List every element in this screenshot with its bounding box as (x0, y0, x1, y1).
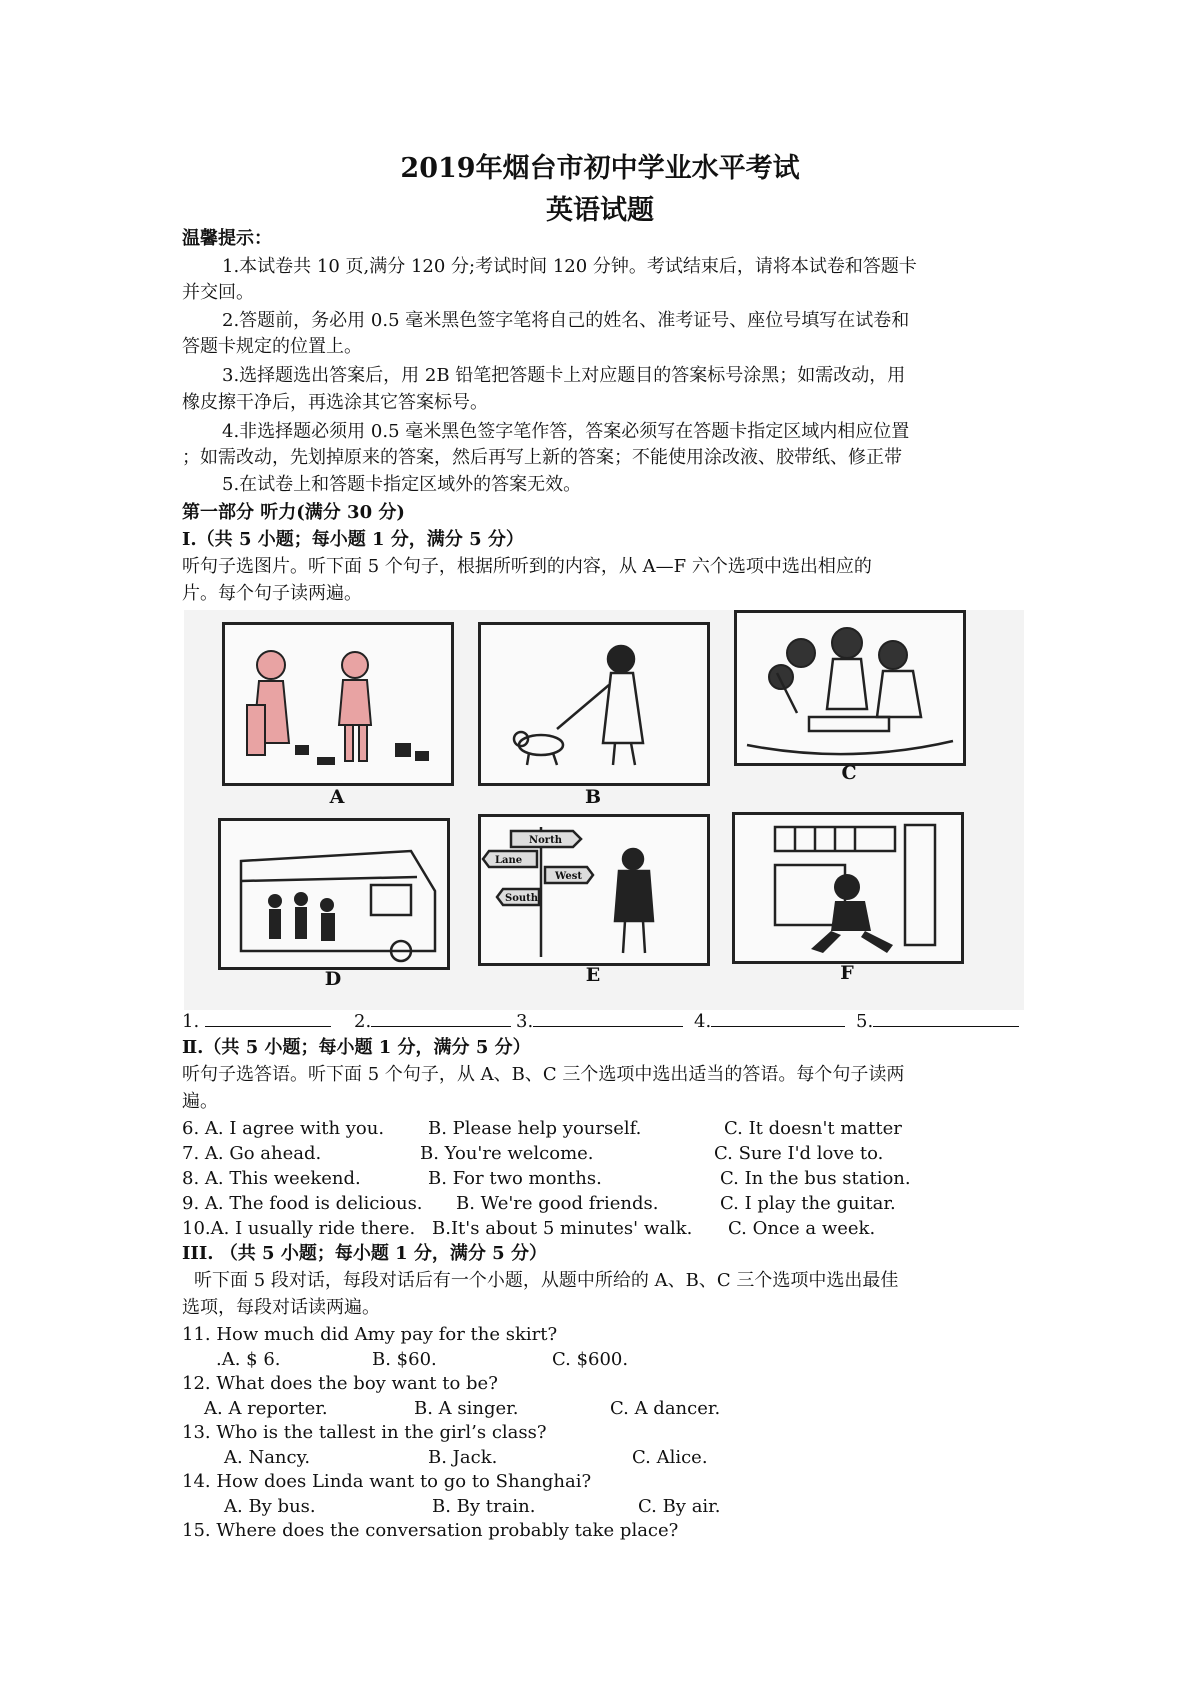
picture-label: E (585, 964, 601, 986)
section1-instructions: 听句子选图片。听下面 5 个句子，根据所听到的内容，从 A—F 六个选项中选出相应的 (182, 556, 872, 577)
q8-option-c[interactable]: C. In the bus station. (720, 1168, 911, 1189)
exam-title: 2019年烟台市初中学业水平考试 (400, 153, 800, 184)
q7-option-c[interactable]: C. Sure I'd love to. (714, 1143, 884, 1164)
picture-label: F (840, 962, 854, 984)
sign-lane: Lane (495, 855, 523, 866)
picture-grid (184, 610, 1024, 1010)
dog-walking-illustration (481, 625, 707, 783)
blank-number: 4. (694, 1011, 712, 1032)
q14-option-b[interactable]: B. By train. (432, 1496, 536, 1517)
picture-frame (734, 610, 966, 766)
q6-option-b[interactable]: B. Please help yourself. (428, 1118, 642, 1139)
blank-5[interactable] (856, 1010, 1019, 1033)
part1-heading: 第一部分 听力(满分 30 分) (182, 502, 405, 523)
notice-line: 橡皮擦干净后，再选涂其它答案标号。 (182, 392, 488, 413)
section3-instructions-cont: 选项，每段对话读两遍。 (182, 1297, 380, 1318)
section3-heading: III. （共 5 小题；每小题 1 分，满分 5 分） (182, 1243, 547, 1264)
group-meeting-illustration (737, 613, 963, 763)
blank-line (205, 1010, 331, 1027)
shoe-shop-illustration (225, 625, 451, 783)
notice-line: 1.本试卷共 10 页,满分 120 分;考试时间 120 分钟。考试结束后，请将本试卷和答题卡 (222, 256, 917, 277)
q9-option-c[interactable]: C. I play the guitar. (720, 1193, 896, 1214)
sign-west: West (555, 871, 583, 882)
sign-north: North (529, 835, 562, 846)
q11-option-c[interactable]: C. $600. (552, 1349, 629, 1370)
q13-question: 13. Who is the tallest in the girl’s class? (182, 1422, 547, 1443)
q13-option-b[interactable]: B. Jack. (428, 1447, 498, 1468)
blank-4[interactable] (694, 1010, 845, 1033)
section3-instructions: 听下面 5 段对话，每段对话后有一个小题，从题中所给的 A、B、C 三个选项中选出最佳 (194, 1270, 899, 1291)
q6-option-c[interactable]: C. It doesn't matter (724, 1118, 902, 1139)
picture-label: C (841, 762, 857, 784)
q14-option-c[interactable]: C. By air. (638, 1496, 721, 1517)
blank-line (873, 1010, 1019, 1027)
section2-instructions: 听句子选答语。听下面 5 个句子，从 A、B、C 三个选项中选出适当的答语。每个句子读两 (182, 1064, 905, 1085)
q11-option-a[interactable]: .A. $ 6. (216, 1349, 281, 1370)
q8-option-a[interactable]: 8. A. This weekend. (182, 1168, 361, 1189)
picture-frame (732, 812, 964, 964)
blank-1[interactable] (182, 1010, 331, 1033)
notice-line: 答题卡规定的位置上。 (182, 336, 362, 357)
q14-question: 14. How does Linda want to go to Shanghai? (182, 1471, 592, 1492)
blank-number: 2. (354, 1011, 372, 1032)
q10-option-a[interactable]: 10.A. I usually ride there. (182, 1218, 416, 1239)
bus-boarding-illustration (221, 821, 447, 967)
q14-option-a[interactable]: A. By bus. (224, 1496, 316, 1517)
q12-option-a[interactable]: A. A reporter. (204, 1398, 328, 1419)
section2-instructions-cont: 遍。 (182, 1091, 218, 1112)
picture-label: A (329, 786, 345, 808)
signpost-illustration (481, 817, 707, 963)
q9-option-b[interactable]: B. We're good friends. (456, 1193, 659, 1214)
q7-option-a[interactable]: 7. A. Go ahead. (182, 1143, 322, 1164)
notice-line: 5.在试卷上和答题卡指定区域外的答案无效。 (222, 474, 582, 495)
blank-3[interactable] (516, 1010, 683, 1033)
boy-at-shelf-illustration (735, 815, 961, 961)
picture-label: B (584, 786, 602, 808)
q15-question: 15. Where does the conversation probably take place? (182, 1520, 679, 1541)
exam-subtitle: 英语试题 (546, 195, 654, 226)
blank-line (371, 1010, 511, 1027)
section1-instructions-cont: 片。每个句子读两遍。 (182, 583, 362, 604)
notice-line: ；如需改动，先划掉原来的答案，然后再写上新的答案；不能使用涂改液、胶带纸、修正带 (182, 447, 902, 468)
q10-option-b[interactable]: B.It's about 5 minutes' walk. (432, 1218, 693, 1239)
sign-south: South (505, 893, 539, 904)
q13-option-a[interactable]: A. Nancy. (224, 1447, 311, 1468)
blank-line (711, 1010, 845, 1027)
picture-frame (478, 622, 710, 786)
picture-frame (218, 818, 450, 970)
blank-line (533, 1010, 683, 1027)
q8-option-b[interactable]: B. For two months. (428, 1168, 602, 1189)
blank-number: 5. (856, 1011, 874, 1032)
q13-option-c[interactable]: C. Alice. (632, 1447, 708, 1468)
blank-number: 1. (182, 1011, 200, 1032)
q11-option-b[interactable]: B. $60. (372, 1349, 437, 1370)
q12-question: 12. What does the boy want to be? (182, 1373, 498, 1394)
notice-line: 3.选择题选出答案后，用 2B 铅笔把答题卡上对应题目的答案标号涂黑；如需改动，用 (222, 365, 906, 386)
notice-line: 并交回。 (182, 282, 254, 303)
q6-option-a[interactable]: 6. A. I agree with you. (182, 1118, 385, 1139)
q11-question: 11. How much did Amy pay for the skirt? (182, 1324, 558, 1345)
q12-option-c[interactable]: C. A dancer. (610, 1398, 721, 1419)
picture-frame (478, 814, 710, 966)
picture-label: D (324, 968, 342, 990)
blank-2[interactable] (354, 1010, 511, 1033)
notice-line: 4.非选择题必须用 0.5 毫米黑色签字笔作答，答案必须写在答题卡指定区域内相应位置 (222, 421, 910, 442)
q9-option-a[interactable]: 9. A. The food is delicious. (182, 1193, 423, 1214)
notice-line: 2.答题前，务必用 0.5 毫米黑色签字笔将自己的姓名、准考证号、座位号填写在试卷和 (222, 310, 910, 331)
q12-option-b[interactable]: B. A singer. (414, 1398, 519, 1419)
picture-frame (222, 622, 454, 786)
blank-number: 3. (516, 1011, 534, 1032)
q7-option-b[interactable]: B. You're welcome. (420, 1143, 594, 1164)
section1-heading: Ⅰ.（共 5 小题；每小题 1 分，满分 5 分） (182, 529, 524, 550)
section2-heading: Ⅱ.（共 5 小题；每小题 1 分，满分 5 分） (182, 1037, 531, 1058)
notice-heading: 温馨提示： (182, 228, 272, 249)
q10-option-c[interactable]: C. Once a week. (728, 1218, 876, 1239)
